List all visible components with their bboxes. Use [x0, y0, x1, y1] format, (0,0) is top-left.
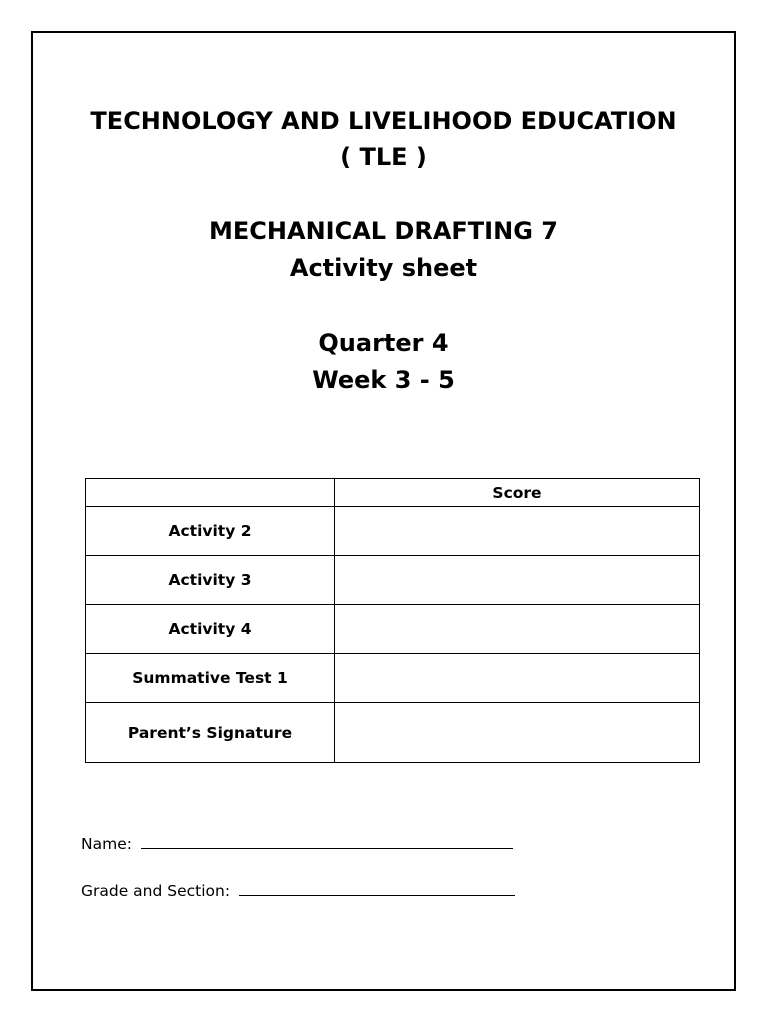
grade-section-blank-line[interactable]: [239, 879, 515, 896]
table-row: [86, 605, 700, 654]
course-title-line-2: Activity sheet: [289, 254, 478, 282]
name-blank-line[interactable]: [141, 832, 513, 849]
course-title: [33, 213, 734, 287]
grade-section-label: Grade and Section:: [81, 882, 231, 900]
score-table: [85, 478, 700, 763]
grade-section-field: [81, 879, 515, 900]
score-table-header-blank: [86, 479, 335, 507]
quarter-label: Quarter 4: [318, 329, 449, 357]
row-label-activity-4: Activity 4: [86, 605, 335, 654]
row-label-activity-2: Activity 2: [86, 507, 335, 556]
subject-title-line-2: ( TLE ): [340, 143, 427, 171]
score-cell-activity-2[interactable]: [335, 507, 700, 556]
score-cell-activity-4[interactable]: [335, 605, 700, 654]
subject-title-line-1: TECHNOLOGY AND LIVELIHOOD EDUCATION: [90, 107, 677, 135]
name-label: Name:: [81, 835, 132, 853]
score-cell-activity-3[interactable]: [335, 556, 700, 605]
subject-title: [33, 103, 734, 175]
table-row: [86, 703, 700, 763]
score-cell-summative-test-1[interactable]: [335, 654, 700, 703]
score-cell-parents-signature[interactable]: [335, 703, 700, 763]
row-label-parents-signature: Parent’s Signature: [86, 703, 335, 763]
table-row: [86, 654, 700, 703]
week-label: Week 3 - 5: [312, 366, 455, 394]
table-row: [86, 507, 700, 556]
row-label-activity-3: Activity 3: [86, 556, 335, 605]
course-title-line-1: MECHANICAL DRAFTING 7: [209, 217, 558, 245]
score-column-header: Score: [335, 479, 700, 507]
table-row: [86, 556, 700, 605]
score-table-header-row: [86, 479, 700, 507]
row-label-summative-test-1: Summative Test 1: [86, 654, 335, 703]
name-field: [81, 832, 513, 853]
period-title: [33, 325, 734, 399]
